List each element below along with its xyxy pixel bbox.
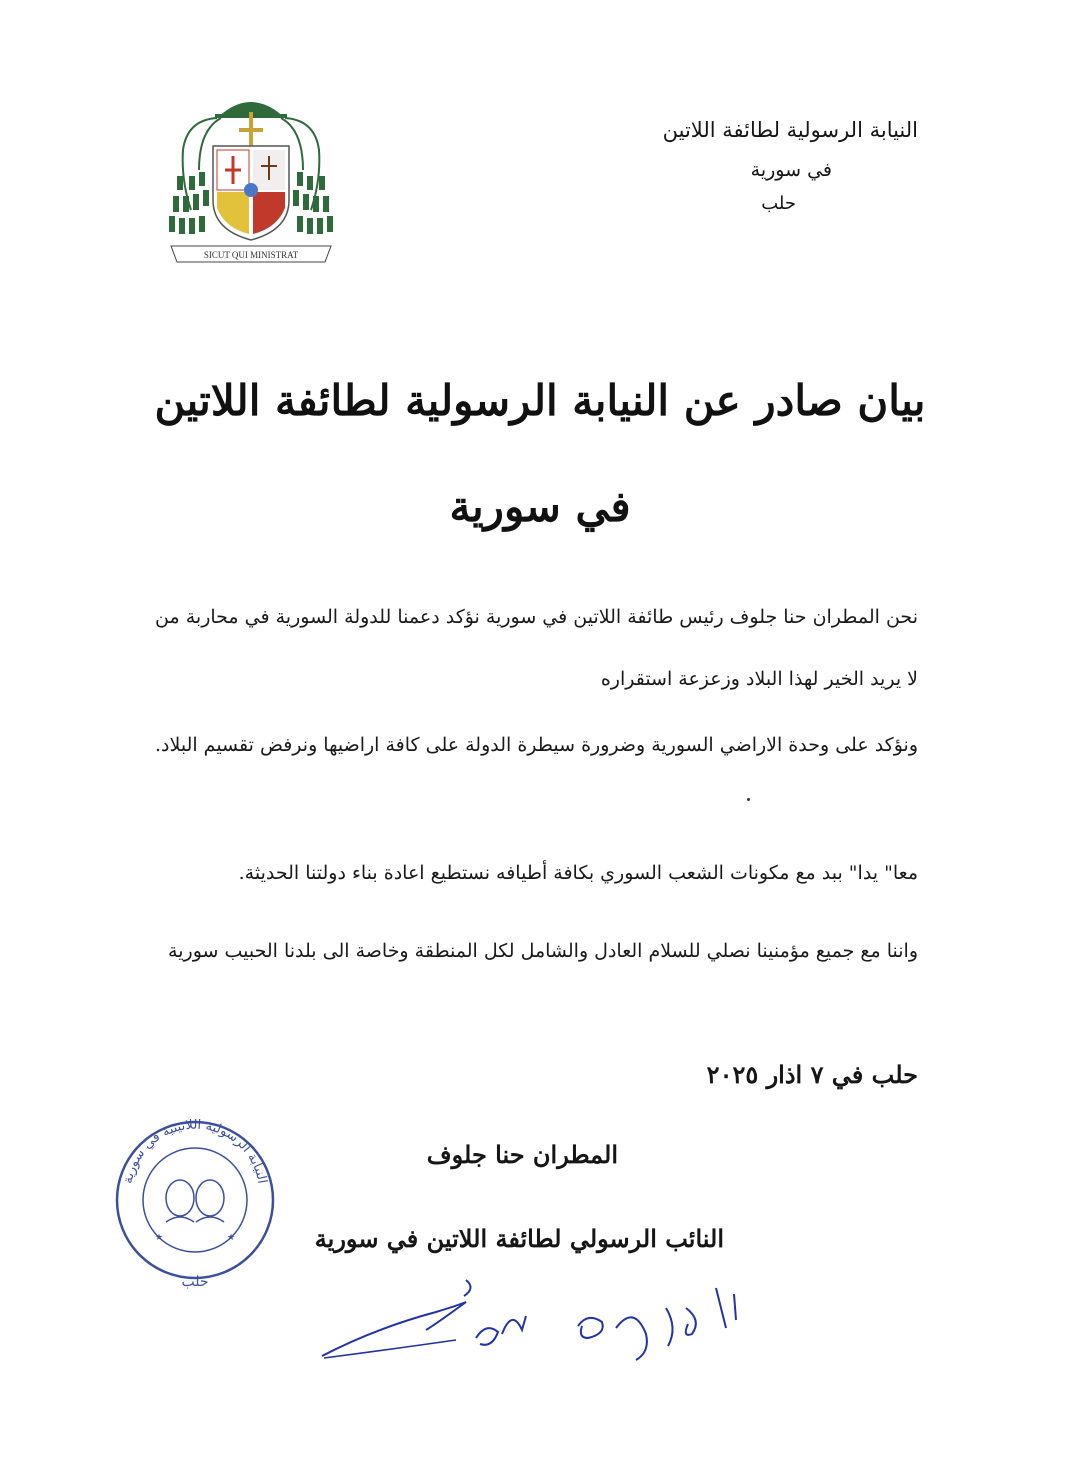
official-seal-stamp bbox=[110, 1112, 280, 1292]
document-date: حلب في ٧ اذار ٢٠٢٥ bbox=[706, 1060, 918, 1089]
seal-city: حلب bbox=[181, 1274, 209, 1290]
header-country: في سورية bbox=[750, 159, 832, 181]
signatory-name: المطران حنا جلوف bbox=[426, 1140, 618, 1169]
header-city: حلب bbox=[761, 193, 796, 214]
seal-ring-text: النيابة الرسولية اللاتينية في سورية bbox=[120, 1117, 270, 1185]
svg-text:النيابة الرسولية اللاتينية في bbox=[121, 1118, 270, 1185]
body-paragraph-4: واننا مع جميع مؤمنينا نصلي للسلام العادل والشامل لكل المنطقة وخاصة الى بلدنا الحبيب سورية bbox=[168, 940, 918, 962]
handwritten-signature bbox=[316, 1268, 746, 1383]
header-org-name: النيابة الرسولية لطائفة اللاتين bbox=[662, 118, 918, 142]
body-paragraph-2: ونؤكد على وحدة الاراضي السورية وضرورة سيطرة الدولة على كافة اراضيها ونرفض تقسيم البلاد. bbox=[155, 734, 918, 756]
svg-text:★: ★ bbox=[155, 1233, 164, 1243]
coat-of-arms-emblem bbox=[165, 90, 337, 280]
coat-of-arms-motto: SICUT QUI MINISTRAT bbox=[203, 250, 299, 260]
statement-title-line2: في سورية bbox=[449, 482, 631, 531]
svg-text:★: ★ bbox=[227, 1233, 236, 1243]
body-paragraph-3: معا" يدا" ببد مع مكونات الشعب السوري بكافة أطيافه نستطيع اعادة بناء دولتنا الحديثة. bbox=[238, 862, 918, 884]
body-paragraph-1: نحن المطران حنا جلوف رئيس طائفة اللاتين في سورية نؤكد دعمنا للدولة السورية في محاربة من لا يريد الخير لهذا البلاد وزعزعة استقراره bbox=[155, 606, 918, 690]
statement-title: بيان صادر عن النيابة الرسولية لطائفة اللاتين bbox=[154, 376, 926, 425]
signatory-title: النائب الرسولي لطائفة اللاتين في سورية bbox=[314, 1224, 724, 1253]
paper-speck bbox=[747, 798, 750, 801]
header-block bbox=[618, 118, 918, 216]
